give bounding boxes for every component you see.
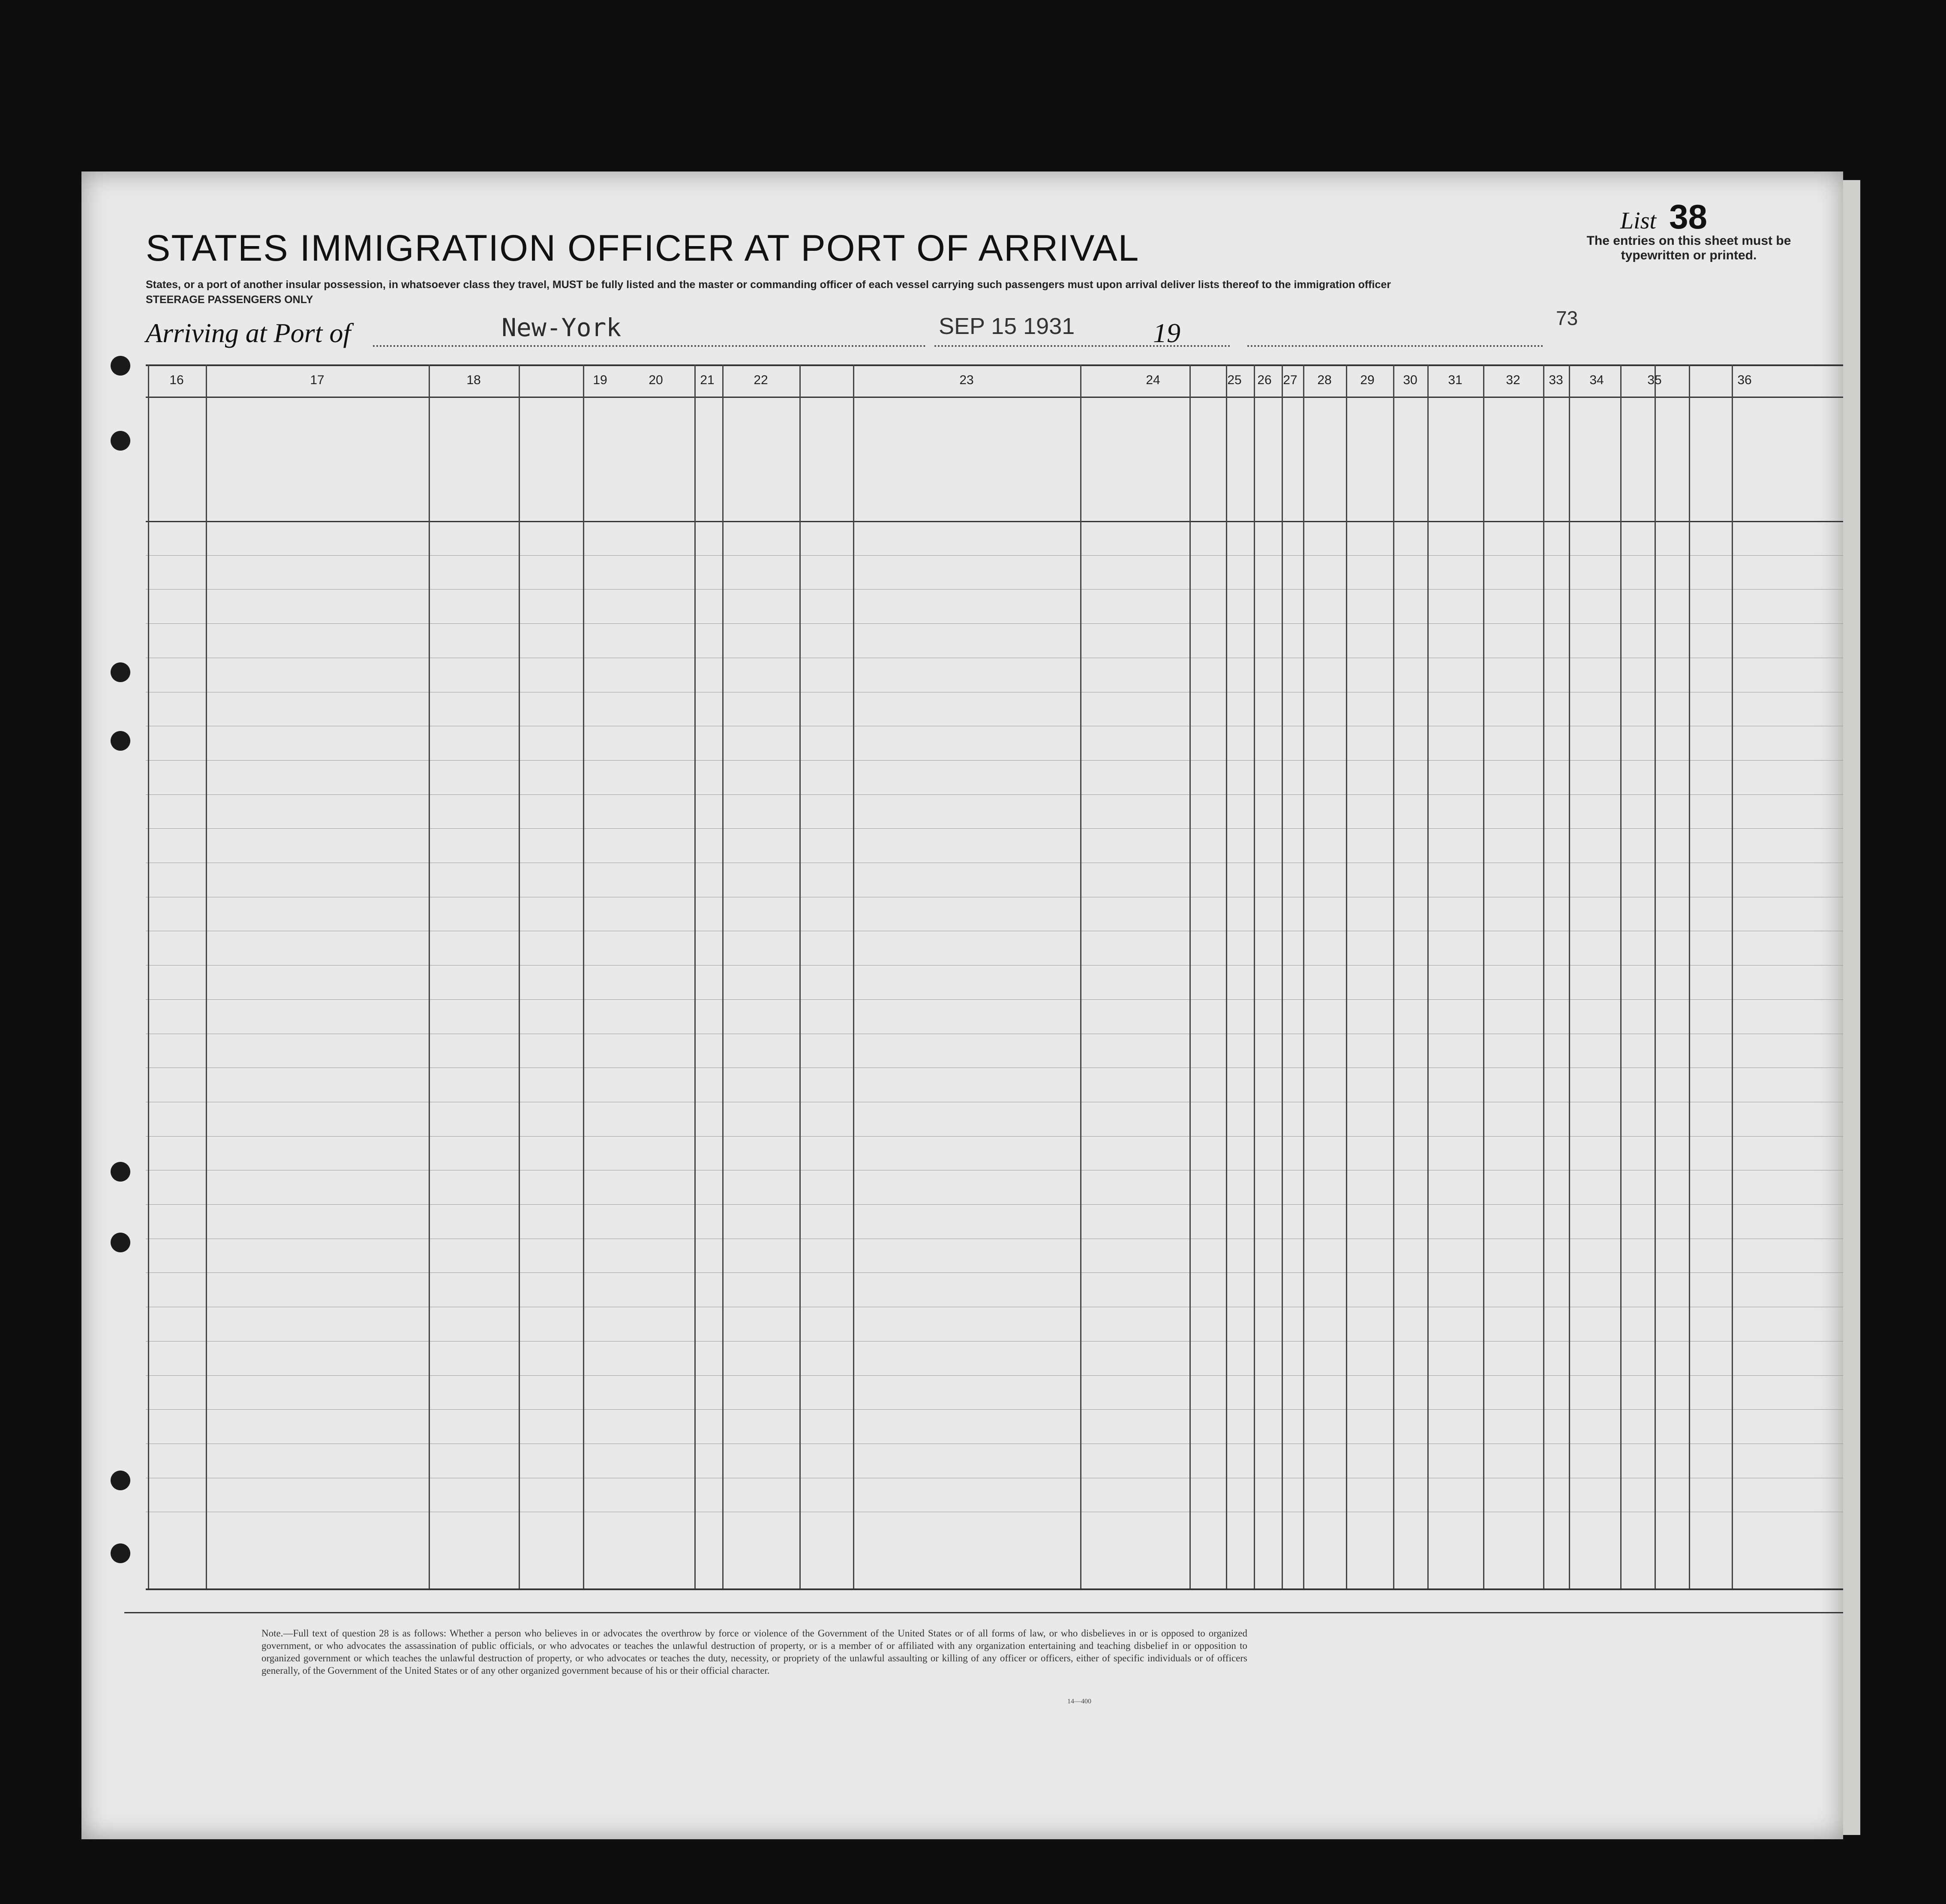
header-rule [146, 364, 1852, 366]
column-number: 23 [959, 373, 974, 387]
port-value: New-York [502, 313, 622, 342]
column-number: 24 [1146, 373, 1160, 387]
binding-hole [111, 662, 130, 682]
column-number: 20 [649, 373, 663, 387]
row-rule [146, 1272, 1852, 1273]
subtitle-line2: STEERAGE PASSENGERS ONLY [146, 294, 313, 306]
column-number: 19 [593, 373, 607, 387]
list-note: The entries on this sheet must be typewritten or printed. [1586, 234, 1791, 262]
binding-hole [111, 1471, 130, 1490]
manifest-sheet [81, 171, 1843, 1839]
table-bottom-rule [146, 1588, 1852, 1590]
row-rule [146, 999, 1852, 1000]
list-number [1620, 197, 1707, 237]
column-number: 22 [754, 373, 768, 387]
column-number: 18 [466, 373, 481, 387]
column-rule [1393, 364, 1394, 1588]
row-rule [146, 828, 1852, 829]
column-rule [206, 364, 207, 1588]
date-line [934, 345, 1230, 347]
date-stamp: SEP 15 1931 [939, 313, 1075, 339]
port-line [373, 345, 926, 347]
column-rule [853, 364, 854, 1588]
column-number: 21 [700, 373, 715, 387]
row-rule [146, 1204, 1852, 1205]
row-rule [146, 794, 1852, 795]
column-number: 28 [1317, 373, 1332, 387]
column-rule [1189, 364, 1191, 1588]
binding-hole [111, 356, 130, 376]
column-number: 26 [1257, 373, 1272, 387]
port-label: Arriving at Port of [146, 318, 351, 348]
binding-hole [111, 1233, 130, 1252]
column-number: 29 [1360, 373, 1375, 387]
row-rule [146, 760, 1852, 761]
binding-hole [111, 431, 130, 451]
footer-note: Note.—Full text of question 28 is as follows: Whether a person who believes in or advocates the overthrow by force or violence of the Government of the United States or of all forms of law, or who disbelieves in or is opposed to organized government, or who advocates the assassination of public officials, or who advocates or teaches the unlawful destruction of property, or is a member of or affiliated with any organization entertaining and teaching disbelief in or opposition to organized government or which teaches the unlawful destruction of property, or who advocates or teaches the duty, necessity, or propriety of the unlawful assaulting or killing of any officer or officers, either of specific individuals or of officers generally, of the Government of the United States or of any other organized government because of his or their official character. [261, 1628, 1247, 1676]
column-rule [1569, 364, 1570, 1588]
column-rule [583, 364, 584, 1588]
column-rule [1282, 364, 1283, 1588]
column-rule [1655, 364, 1656, 1588]
header-rule [146, 397, 1852, 398]
row-rule [146, 965, 1852, 966]
column-rule [148, 364, 149, 1588]
column-rule [1483, 364, 1484, 1588]
column-number: 17 [310, 373, 324, 387]
column-rule [1080, 364, 1081, 1588]
footer-code: 14—400 [1067, 1698, 1091, 1705]
binding-hole [111, 731, 130, 751]
row-rule [146, 1375, 1852, 1376]
row-rule [146, 1136, 1852, 1137]
column-number: 27 [1283, 373, 1297, 387]
column-number: 30 [1403, 373, 1417, 387]
column-rule [1427, 364, 1429, 1588]
column-number: 32 [1506, 373, 1520, 387]
column-rule [694, 364, 696, 1588]
column-rule [1732, 364, 1733, 1588]
binding-hole [111, 1543, 130, 1563]
column-number: 16 [169, 373, 184, 387]
column-rule [722, 364, 724, 1588]
header-rule [146, 521, 1852, 522]
column-rule [1254, 364, 1255, 1588]
year-label: 19 [1153, 318, 1180, 348]
document-title: STATES IMMIGRATION OFFICER AT PORT OF ARRIVAL [146, 228, 1140, 269]
list-number-value: 38 [1669, 198, 1708, 236]
column-rule [1620, 364, 1622, 1588]
column-number: 34 [1589, 373, 1604, 387]
column-number: 36 [1737, 373, 1752, 387]
column-rule [1346, 364, 1347, 1588]
row-rule [146, 1409, 1852, 1410]
column-rule [519, 364, 520, 1588]
row-rule [146, 589, 1852, 590]
column-number: 33 [1549, 373, 1563, 387]
column-rule [1303, 364, 1304, 1588]
year-line [1247, 345, 1543, 347]
row-rule [146, 555, 1852, 556]
column-number: 35 [1647, 373, 1662, 387]
page-edge [1843, 180, 1860, 1835]
row-rule [146, 1341, 1852, 1342]
binding-hole [111, 1162, 130, 1182]
footer-rule [124, 1612, 1860, 1613]
row-rule [146, 623, 1852, 624]
column-rule [1226, 364, 1227, 1588]
column-number: 25 [1227, 373, 1242, 387]
subtitle-line1: States, or a port of another insular possession, in whatsoever class they travel, MUST be fully listed and the master or commanding officer of each vessel carrying such passengers must upon arrival deliver lists thereof to the immigration officer [146, 279, 1391, 291]
margin-number: 73 [1556, 307, 1578, 329]
column-rule [1543, 364, 1544, 1588]
list-label: List [1620, 208, 1657, 234]
column-rule [1689, 364, 1690, 1588]
column-rule [429, 364, 430, 1588]
column-number: 31 [1448, 373, 1463, 387]
column-rule [799, 364, 801, 1588]
